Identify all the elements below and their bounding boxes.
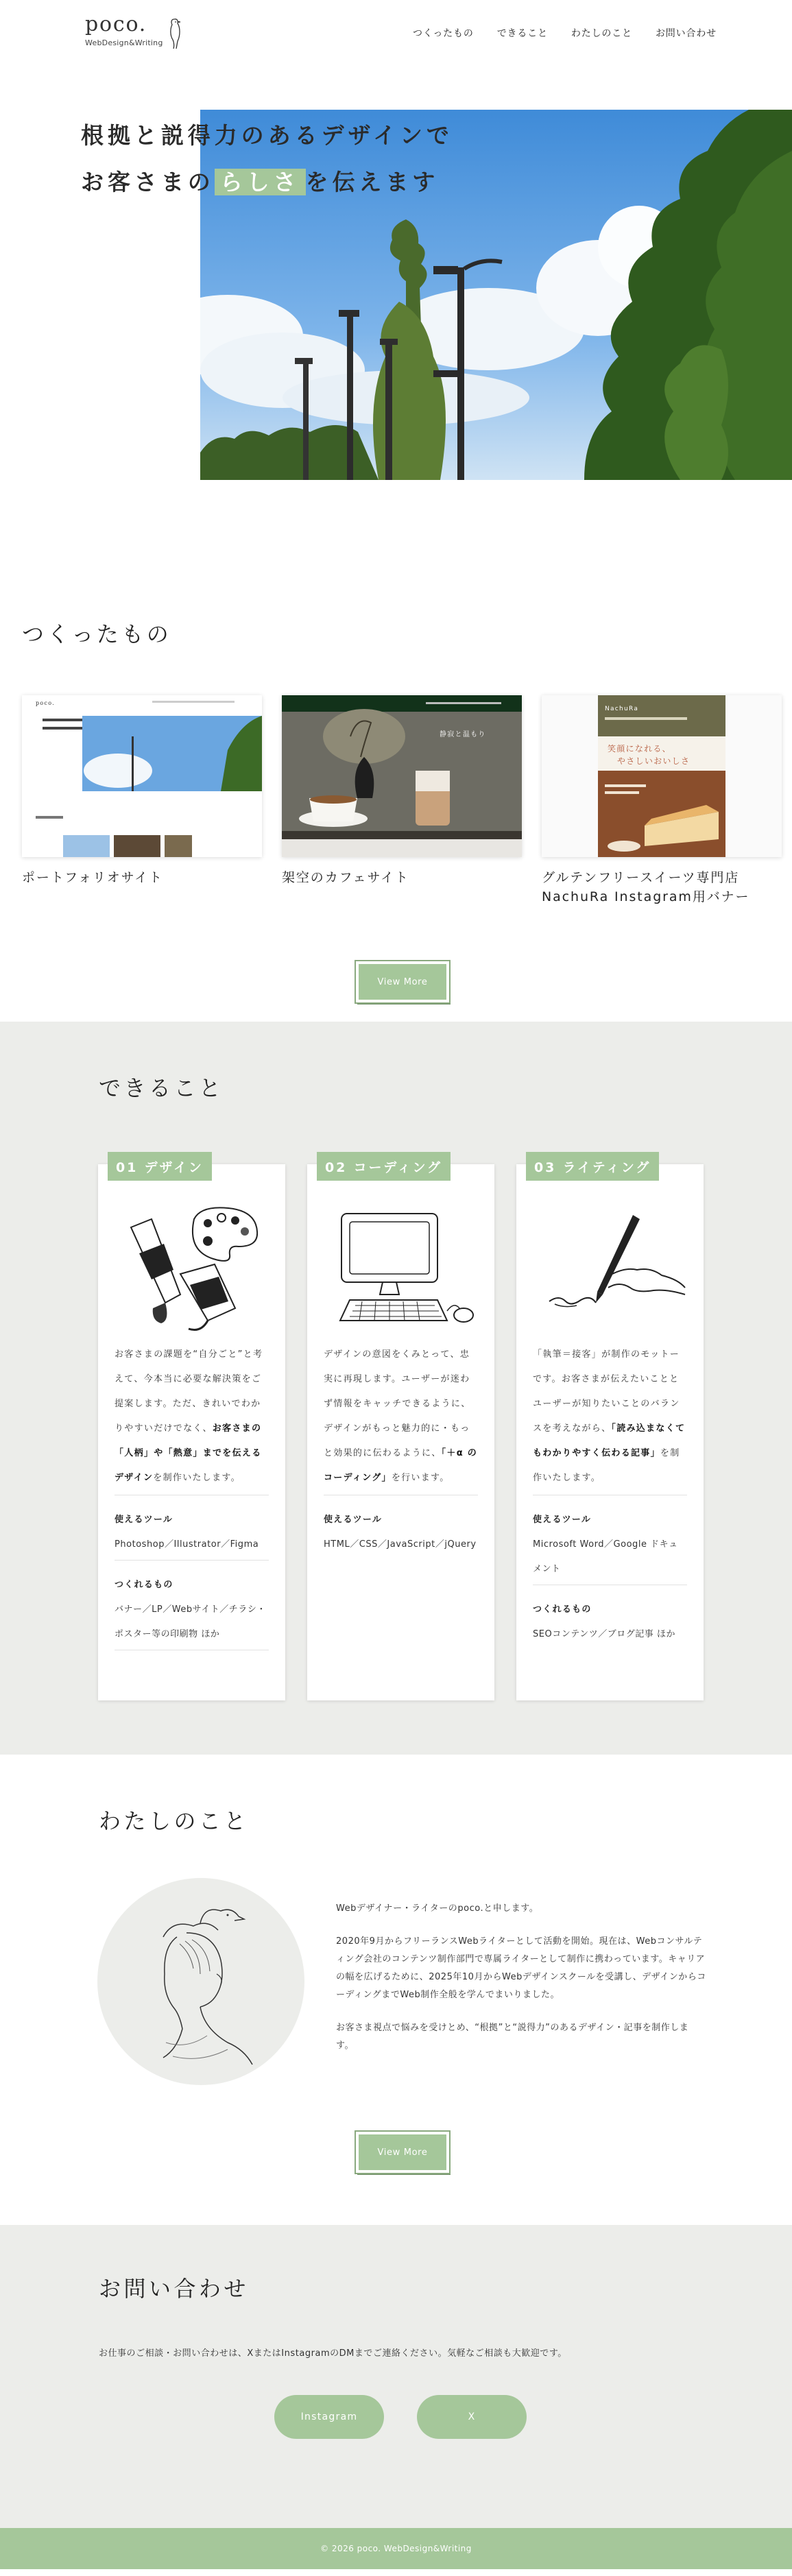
contact-section [0, 2225, 792, 2528]
nav-link-works[interactable]: つくったもの [412, 28, 474, 39]
site-footer [0, 2528, 792, 2569]
skill-makes: SEOコンテンツ／ブログ記事 ほか [533, 1629, 676, 1639]
logo-name: poco. [85, 12, 147, 36]
site-header [0, 0, 792, 110]
work-card[interactable] [542, 695, 782, 906]
nav-link-about[interactable]: わたしのこと [571, 28, 632, 39]
skill-badge: 01 デザイン [108, 1152, 212, 1181]
x-button[interactable]: X [417, 2395, 527, 2439]
nav-link-skills[interactable]: できること [496, 28, 548, 39]
svg-text:NachuRa: NachuRa [605, 706, 639, 712]
skills-section [0, 1022, 792, 1755]
contact-lead: お仕事のご相談・お問い合わせは、XまたはInstagramのDMまでご連絡ください。気軽なご相談も大歓迎です。 [99, 2348, 567, 2359]
skill-makes-label: つくれるもの [115, 1580, 173, 1590]
about-paragraph: Webデザイナー・ライターのpoco.と申します。 [336, 1903, 539, 1914]
about-section [0, 1755, 792, 2225]
skill-badge: 02 コーディング [317, 1152, 451, 1181]
skill-card-design [98, 1159, 285, 1700]
skill-description: 「執筆＝接客」が制作のモットーです。お客さまが伝えたいこととユーザーが知りたいことのバランスを考えながら、「読み込まなくてもわかりやすく伝わる記事」を制作いたします。 [533, 1343, 687, 1495]
skill-makes-label: つくれるもの [533, 1604, 592, 1615]
skill-card-writing [516, 1159, 704, 1700]
work-title: ポートフォリオサイト [22, 870, 163, 885]
skill-card-coding [307, 1159, 494, 1700]
global-nav [413, 26, 717, 40]
work-card[interactable] [282, 695, 522, 887]
hero-headline-1: 根拠と説得力のあるデザインで [81, 122, 453, 149]
avatar [97, 1878, 304, 2085]
skill-tools-label: 使えるツール [115, 1515, 173, 1525]
hero-highlight: らしさ [215, 169, 306, 195]
nav-link-contact[interactable]: お問い合わせ [655, 28, 717, 39]
about-view-more-button[interactable]: View More [356, 2132, 449, 2173]
svg-text:やさしいおいしさ: やさしいおいしさ [617, 756, 691, 766]
skills-title: できること [99, 1075, 224, 1101]
site-logo[interactable] [85, 12, 184, 49]
skill-makes: バナー／LP／Webサイト／チラシ・ポスター等の印刷物 ほか [115, 1598, 269, 1650]
about-paragraph: お客さま視点で悩みを受けとめ、“根拠”と“説得力”のあるデザイン・記事を制作します。 [336, 2023, 689, 2051]
copyright: © 2026 poco. WebDesign&Writing [320, 2544, 472, 2553]
skill-tools: HTML／CSS／JavaScript／jQuery [324, 1539, 477, 1550]
works-view-more-button[interactable]: View More [356, 961, 449, 1002]
work-title: 架空のカフェサイト [282, 870, 409, 885]
about-paragraph: 2020年9月からフリーランスWebライターとして活動を開始。現在は、Webコンサルティング会社のコンテンツ制作部門で専属ライターとして制作に携わっています。キャリアの幅を広げるために、2025年10月からWebデザインスクールを受講し、デザインからコーディングまでWeb制作全般を学んでまいりました。 [336, 1936, 706, 2000]
paint-palette-icon [98, 1199, 285, 1336]
svg-text:笑顔になれる、: 笑顔になれる、 [608, 744, 671, 754]
svg-text:静寂と温もり: 静寂と温もり [440, 731, 486, 738]
works-section [0, 480, 792, 1022]
work-thumbnail-cafe [282, 695, 522, 857]
works-title: つくったもの [22, 621, 172, 647]
about-title: わたしのこと [99, 1808, 249, 1834]
pen-hand-icon [516, 1199, 704, 1336]
work-thumbnail-banner [542, 695, 782, 857]
skill-tools-label: 使えるツール [324, 1515, 383, 1525]
skill-tools: Microsoft Word／Google ドキュメント [533, 1532, 687, 1585]
work-card[interactable] [22, 695, 262, 887]
skill-description: デザインの意図をくみとって、忠実に再現します。ユーザーが迷わず情報をキャッチできるように、デザインがもっと魅力的に・もっと効果的に伝わるように、「＋α のコーディング」を行います。 [324, 1343, 478, 1495]
about-text [336, 1900, 706, 2070]
computer-icon [307, 1199, 494, 1336]
contact-title: お問い合わせ [99, 2276, 249, 2302]
skill-badge: 03 ライティング [526, 1152, 659, 1181]
work-thumbnail-portfolio [22, 695, 262, 857]
hero-headline-2: お客さまの らしさ を伝えます [81, 169, 440, 195]
work-title: グルテンフリースイーツ専門店 NachuRa Instagram用バナー [542, 870, 750, 904]
skill-description: お客さまの課題を“自分ごと”と考えて、今本当に必要な解決策をご提案します。ただ、きれいでわかりやすいだけでなく、お客さまの「人柄」や「熱意」までを伝えるデザインを制作いたします。 [115, 1343, 269, 1495]
hero-section [0, 110, 792, 480]
hero-copy [81, 117, 453, 210]
instagram-button[interactable]: Instagram [274, 2395, 384, 2439]
logo-tagline: WebDesign&Writing [85, 38, 163, 47]
bird-icon [167, 15, 184, 49]
svg-text:poco.: poco. [36, 700, 56, 706]
skill-tools: Photoshop／Illustrator／Figma [115, 1532, 269, 1561]
skill-tools-label: 使えるツール [533, 1515, 592, 1525]
